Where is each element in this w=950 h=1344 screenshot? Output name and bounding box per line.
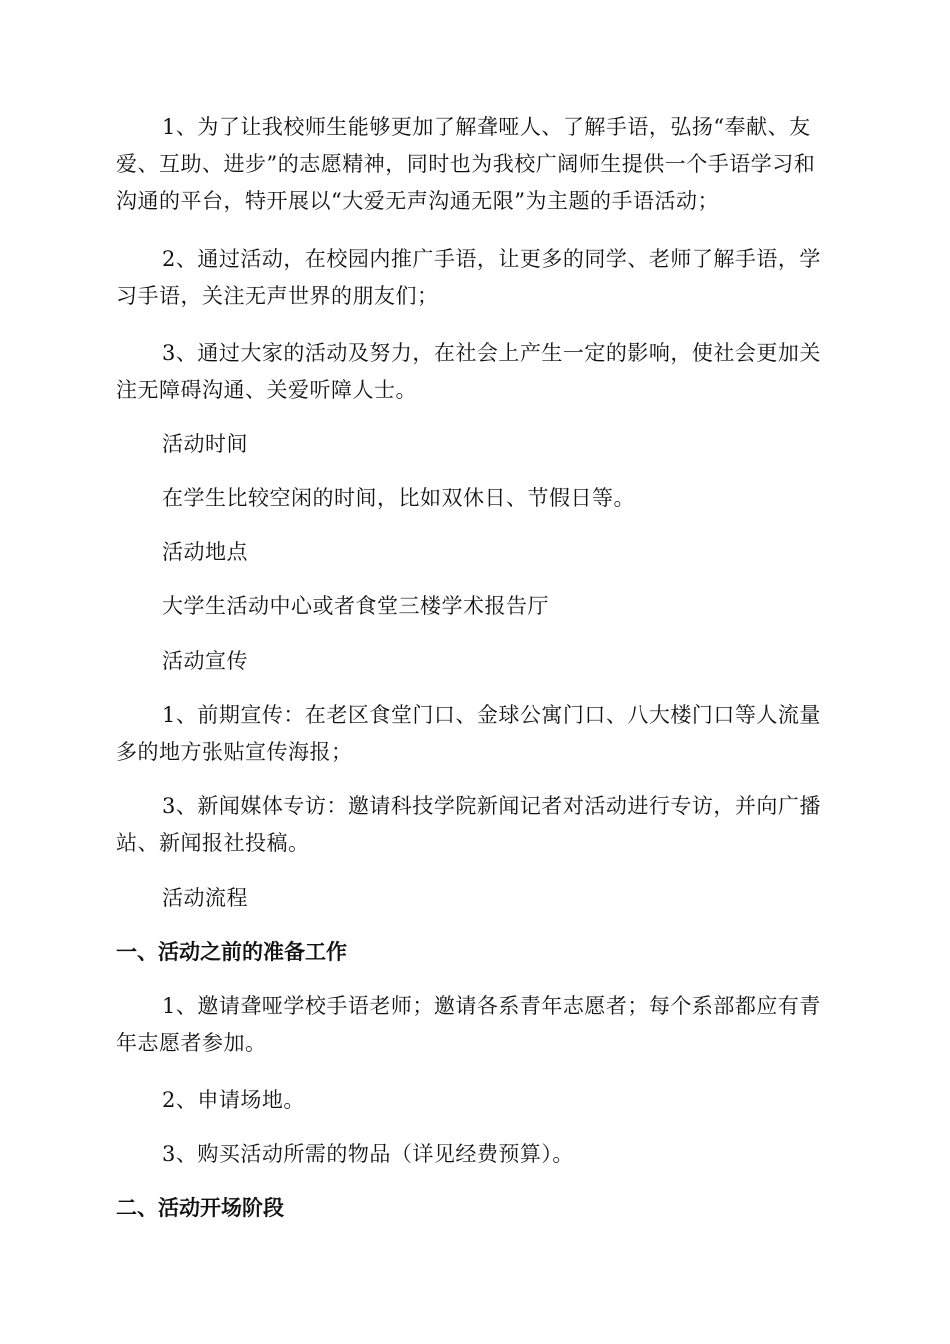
label-activity-promotion: 活动宣传	[162, 649, 248, 673]
paragraph-prep-1: 1、邀请聋哑学校手语老师；邀请各系青年志愿者；每个系部都应有青年志愿者参加。	[116, 994, 821, 1055]
paragraph-prep-2: 2、申请场地。	[162, 1088, 305, 1112]
label-activity-process: 活动流程	[162, 886, 248, 910]
label-activity-location: 活动地点	[162, 540, 248, 564]
section-heading-opening: 二、活动开场阶段	[116, 1196, 284, 1220]
paragraph-promotion-1: 1、前期宣传：在老区食堂门口、金球公寓门口、八大楼门口等人流量多的地方张贴宣传海报；	[116, 703, 821, 764]
paragraph-purpose-1: 1、为了让我校师生能够更加了解聋哑人、了解手语，弘扬“奉献、友爱、互助、进步”的志愿精神，同时也为我校广阔师生提供一个手语学习和沟通的平台，特开展以“大爱无声沟通无限”为主题的手语活动；	[116, 115, 816, 213]
label-activity-time: 活动时间	[162, 432, 248, 456]
paragraph-purpose-2: 2、通过活动，在校园内推广手语，让更多的同学、老师了解手语，学习手语，关注无声世界的朋友们；	[116, 247, 821, 308]
paragraph-activity-location: 大学生活动中心或者食堂三楼学术报告厅	[162, 594, 549, 618]
section-heading-preparation: 一、活动之前的准备工作	[116, 940, 347, 964]
paragraph-activity-time: 在学生比较空闲的时间，比如双休日、节假日等。	[162, 486, 635, 510]
paragraph-purpose-3: 3、通过大家的活动及努力，在社会上产生一定的影响，使社会更加关注无障碍沟通、关爱听障人士。	[116, 341, 821, 402]
paragraph-promotion-3: 3、新闻媒体专访：邀请科技学院新闻记者对活动进行专访，并向广播站、新闻报社投稿。	[116, 794, 821, 855]
paragraph-prep-3: 3、购买活动所需的物品（详见经费预算）。	[162, 1142, 574, 1166]
